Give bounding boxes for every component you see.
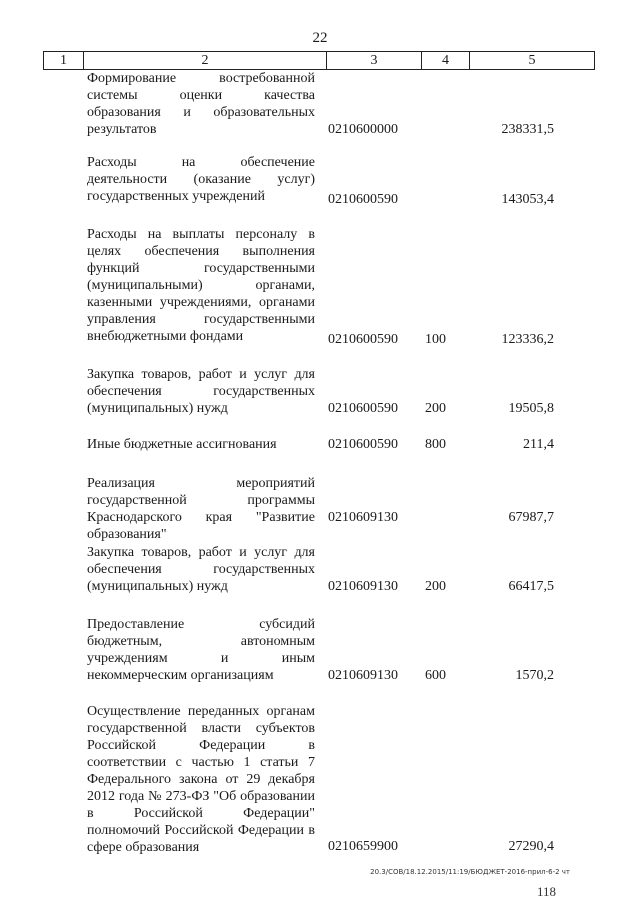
row-amount: 27290,4 [508, 839, 554, 854]
row-description: Расходы на выплаты персоналу в целях обеспечения выполнения функций государственными (муниципальными) органами, казенными учреждениями, органами управления государственными внебюджетными фондами [87, 227, 315, 344]
row-code: 0210609130 [328, 510, 398, 525]
footer-document-id: 20.3/СОВ/18.12.2015/11:19/БЮДЖЕТ-2016-прил-6-2 чт [370, 868, 570, 876]
row-amount: 238331,5 [501, 122, 554, 137]
row-description: Осуществление переданных органам государственной власти субъектов Российской Федерации в соответствии с частью 1 статьи 7 Федерального закона от 29 декабря 2012 года № 273-ФЗ "Об образовании в Российской Федерации" полномочий Российской Федерации в сфере образования [87, 704, 315, 855]
row-amount: 211,4 [523, 437, 554, 452]
column-header-table [43, 51, 595, 70]
row-description: Расходы на обеспечение деятельности (оказание услуг) государственных учреждений [87, 155, 315, 204]
row-expense-type: 200 [425, 401, 446, 416]
row-amount: 1570,2 [515, 668, 554, 683]
header-col-1: 1 [44, 52, 84, 70]
sheet-number: 118 [536, 884, 556, 899]
header-col-4: 4 [422, 52, 470, 70]
row-code: 0210600590 [328, 332, 398, 347]
row-amount: 67987,7 [508, 510, 554, 525]
row-description: Формирование востребованной системы оценки качества образования и образовательных результатов [87, 71, 315, 137]
header-col-2: 2 [84, 52, 327, 70]
header-col-3: 3 [327, 52, 422, 70]
row-code: 0210609130 [328, 579, 398, 594]
row-code: 0210600590 [328, 437, 398, 452]
row-amount: 66417,5 [508, 579, 554, 594]
row-expense-type: 600 [425, 668, 446, 683]
header-col-5: 5 [470, 52, 595, 70]
row-expense-type: 200 [425, 579, 446, 594]
row-code: 0210600590 [328, 401, 398, 416]
row-description: Реализация мероприятий государственной программы Краснодарского края "Развитие образования" [87, 476, 315, 542]
row-code: 0210600590 [328, 192, 398, 207]
row-description: Закупка товаров, работ и услуг для обеспечения государственных (муниципальных) нужд [87, 367, 315, 416]
row-description: Предоставление субсидий бюджетным, автономным учреждениям и иным некоммерческим организациям [87, 617, 315, 683]
row-code: 0210609130 [328, 668, 398, 683]
row-code: 0210600000 [328, 122, 398, 137]
row-amount: 123336,2 [501, 332, 554, 347]
row-code: 0210659900 [328, 839, 398, 854]
row-expense-type: 800 [425, 437, 446, 452]
page-number: 22 [312, 30, 328, 46]
row-description: Иные бюджетные ассигнования [87, 437, 277, 452]
row-amount: 143053,4 [501, 192, 554, 207]
row-description: Закупка товаров, работ и услуг для обеспечения государственных (муниципальных) нужд [87, 545, 315, 594]
row-expense-type: 100 [425, 332, 446, 347]
row-amount: 19505,8 [508, 401, 554, 416]
